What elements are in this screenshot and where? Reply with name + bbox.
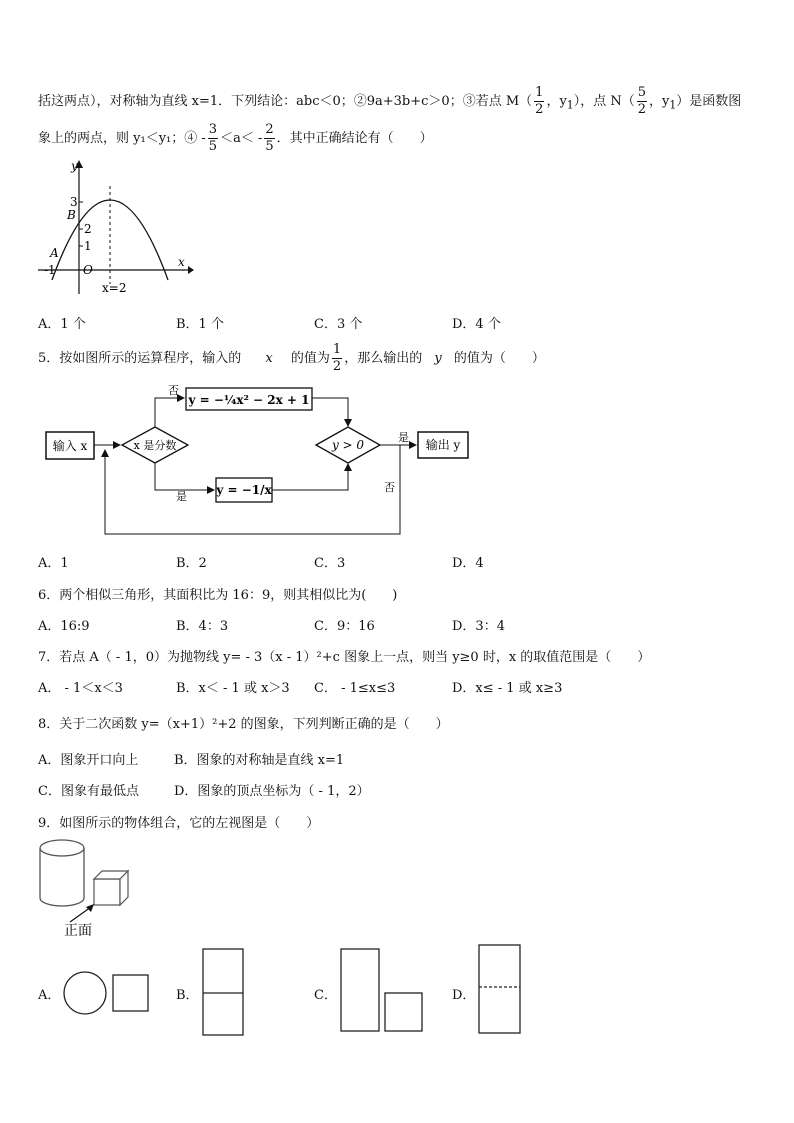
option-a-square	[113, 975, 148, 1011]
q9-option-b-figure[interactable]	[200, 946, 246, 1038]
q4-line1-pre: 括这两点），对称轴为直线 x=1．下列结论：abc＜0；②9a+3b+c＞0；③若点 M（	[38, 94, 533, 109]
y-label: y	[71, 159, 78, 173]
option-d-rect	[479, 945, 520, 1033]
q7-option-a[interactable]: A． - 1＜x＜3	[38, 681, 123, 696]
b-den: 5	[265, 139, 274, 154]
cylinder-bottom	[40, 898, 84, 906]
q9-option-a-label[interactable]: A．	[38, 988, 61, 1003]
parabola-graph	[36, 156, 196, 298]
symmetry-label: x=2	[102, 281, 127, 295]
a-fraction	[208, 122, 218, 155]
tick-3-label: 3	[70, 195, 78, 209]
q5-stem-mid2: ，那么输出的	[344, 351, 423, 366]
q9-option-c-figure[interactable]	[338, 946, 426, 1036]
option-b-rect	[203, 949, 243, 1035]
q7-option-d[interactable]: D．x≤ - 1 或 x≥3	[452, 681, 563, 696]
no1-label: 否	[168, 384, 179, 397]
arrow-top-decision2	[312, 398, 348, 426]
q4-line1	[38, 85, 741, 118]
q5-option-b[interactable]: B．2	[176, 556, 207, 571]
option-c-tall-rect	[341, 949, 379, 1031]
point-b-label: B	[67, 208, 76, 222]
q9-option-d-label[interactable]: D．	[452, 988, 476, 1003]
yes1-label: 是	[176, 490, 187, 503]
n-num: 5	[637, 85, 646, 100]
m-den: 2	[535, 102, 544, 117]
flowchart	[44, 380, 474, 538]
tick-1-label: 1	[84, 239, 92, 253]
q5-den: 2	[332, 359, 342, 374]
tick-2-label: 2	[84, 222, 92, 236]
q5-stem-pre: 5．按如图所示的运算程序，输入的	[38, 351, 242, 366]
q5-stem	[38, 342, 545, 375]
box-reciprocal-label: y = −1/x	[216, 483, 272, 497]
x-arrow-icon	[188, 266, 194, 274]
q8-option-c[interactable]: C．图象有最低点	[38, 784, 139, 799]
q5-num: 1	[332, 342, 342, 357]
option-a-circle	[64, 972, 106, 1014]
q4-option-c[interactable]: C．3 个	[314, 317, 363, 332]
y1-sub-b: 1	[669, 98, 677, 112]
a-num: 3	[208, 122, 218, 137]
input-label: 输入 x	[52, 439, 88, 453]
q4-line1-mid: ，y	[546, 94, 567, 109]
q5-var-x: x	[265, 351, 273, 366]
output-label: 输出 y	[425, 438, 461, 452]
object-combination-figure	[36, 836, 136, 940]
y1-sub: 1	[566, 98, 574, 112]
q9-option-b-label[interactable]: B．	[176, 988, 199, 1003]
q4-line1-post: ）是函数图	[676, 94, 742, 109]
point-a-label: A	[50, 246, 59, 260]
q7-option-b[interactable]: B．x＜ - 1 或 x＞3	[176, 681, 290, 696]
q4-option-d[interactable]: D．4 个	[452, 317, 501, 332]
yes2-label: 是	[398, 431, 409, 444]
q7-option-c[interactable]: C． - 1≤x≤3	[314, 681, 396, 696]
no2-label: 否	[384, 481, 395, 494]
arrow-bottom-decision2	[272, 464, 348, 490]
q9-option-d-figure[interactable]	[476, 942, 524, 1036]
decision-fraction-label: x 是分数	[133, 439, 177, 452]
q5-stem-post: 的值为（ ）	[453, 351, 545, 366]
q8-option-a[interactable]: A．图象开口向上	[38, 753, 139, 768]
q4-line1-mid-b: ，y	[648, 94, 670, 109]
arrow-yes-bottom	[155, 463, 214, 490]
q6-stem: 6．两个相似三角形，其面积比为 16：9，则其相似比为( )	[38, 588, 398, 603]
tick-neg1-label: -1	[44, 263, 56, 277]
box-quadratic-label: y = −¼x² − 2x + 1	[188, 393, 310, 407]
q9-option-a-figure[interactable]	[60, 970, 152, 1016]
q6-option-c[interactable]: C．9：16	[314, 619, 375, 634]
q4-option-b[interactable]: B．1 个	[176, 317, 224, 332]
q5-var-y: y	[434, 351, 442, 366]
q5-option-c[interactable]: C．3	[314, 556, 346, 571]
decision-positive-label: y > 0	[331, 438, 365, 452]
n-fraction	[637, 85, 647, 118]
q9-option-c-label[interactable]: C．	[314, 988, 337, 1003]
origin-label: O	[83, 263, 93, 277]
q4-option-a[interactable]: A．1 个	[38, 317, 86, 332]
option-c-square	[385, 993, 422, 1031]
q5-option-d[interactable]: D．4	[452, 556, 484, 571]
b-num: 2	[265, 122, 274, 137]
q6-option-a[interactable]: A．16:9	[38, 619, 90, 634]
x-label: x	[178, 255, 185, 269]
q8-option-b[interactable]: B．图象的对称轴是直线 x=1	[174, 753, 345, 768]
q4-line1-mid2: ），点 N（	[573, 94, 635, 109]
q5-option-a[interactable]: A．1	[38, 556, 69, 571]
q5-fraction	[332, 342, 342, 375]
q4-line2	[38, 122, 433, 155]
front-arrow-head-icon	[86, 904, 94, 912]
front-label: 正面	[64, 923, 92, 939]
b-fraction	[264, 122, 274, 155]
a-den: 5	[208, 139, 218, 154]
q6-option-d[interactable]: D．3：4	[452, 619, 505, 634]
q8-option-d[interactable]: D．图象的顶点坐标为（ - 1，2）	[174, 784, 370, 799]
n-den: 2	[637, 102, 646, 117]
q4-line2-post: ．其中正确结论有（ ）	[276, 131, 433, 146]
q5-stem-mid: 的值为	[290, 351, 330, 366]
cube-front	[94, 879, 120, 905]
cylinder-top	[40, 840, 84, 856]
q8-stem: 8．关于二次函数 y=（x+1）²+2 的图象，下列判断正确的是（ ）	[38, 717, 449, 732]
q6-option-b[interactable]: B．4：3	[176, 619, 229, 634]
m-fraction	[534, 85, 544, 118]
q7-stem: 7．若点 A（ - 1，0）为抛物线 y= - 3（x - 1）²+c 图象上一点，则当 y≥0 时，x 的取值范围是（ ）	[38, 650, 651, 665]
m-num: 1	[535, 85, 544, 100]
q4-line2-pre: 象上的两点，则 y₁＜y₁；④ -	[38, 131, 206, 146]
q9-stem: 9．如图所示的物体组合，它的左视图是（ ）	[38, 816, 320, 831]
front-arrow	[70, 907, 91, 922]
arrow-no-top	[155, 398, 184, 427]
q4-line2-mid: ＜a＜ -	[220, 131, 263, 146]
